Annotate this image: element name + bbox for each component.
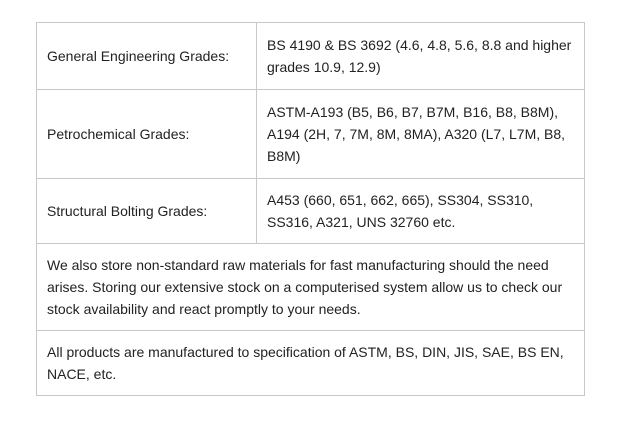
grade-label-petrochemical: Petrochemical Grades: [37,90,257,179]
grade-label-structural-bolting: Structural Bolting Grades: [37,179,257,244]
grades-table [36,22,585,396]
grade-value-general-engineering: BS 4190 & BS 3692 (4.6, 4.8, 5.6, 8.8 and higher grades 10.9, 12.9) [257,23,585,90]
grade-value-structural-bolting: A453 (660, 651, 662, 665), SS304, SS310, SS316, A321, UNS 32760 etc. [257,179,585,244]
stock-note: We also store non-standard raw materials for fast manufacturing should the need arises. Storing our extensive stock on a computerised system allow us to check our stock availability and react promptly to your needs. [37,244,585,331]
grade-value-petrochemical: ASTM-A193 (B5, B6, B7, B7M, B16, B8, B8M), A194 (2H, 7, 7M, 8M, 8MA), A320 (L7, L7M, B8, B8M) [257,90,585,179]
table-row-structural-bolting [37,179,585,244]
specification-note: All products are manufactured to specification of ASTM, BS, DIN, JIS, SAE, BS EN, NACE, etc. [37,331,585,396]
table-row-general-engineering [37,23,585,90]
table-row-specification-note [37,331,585,396]
table-row-petrochemical [37,90,585,179]
grade-label-general-engineering: General Engineering Grades: [37,23,257,90]
table-row-stock-note [37,244,585,331]
